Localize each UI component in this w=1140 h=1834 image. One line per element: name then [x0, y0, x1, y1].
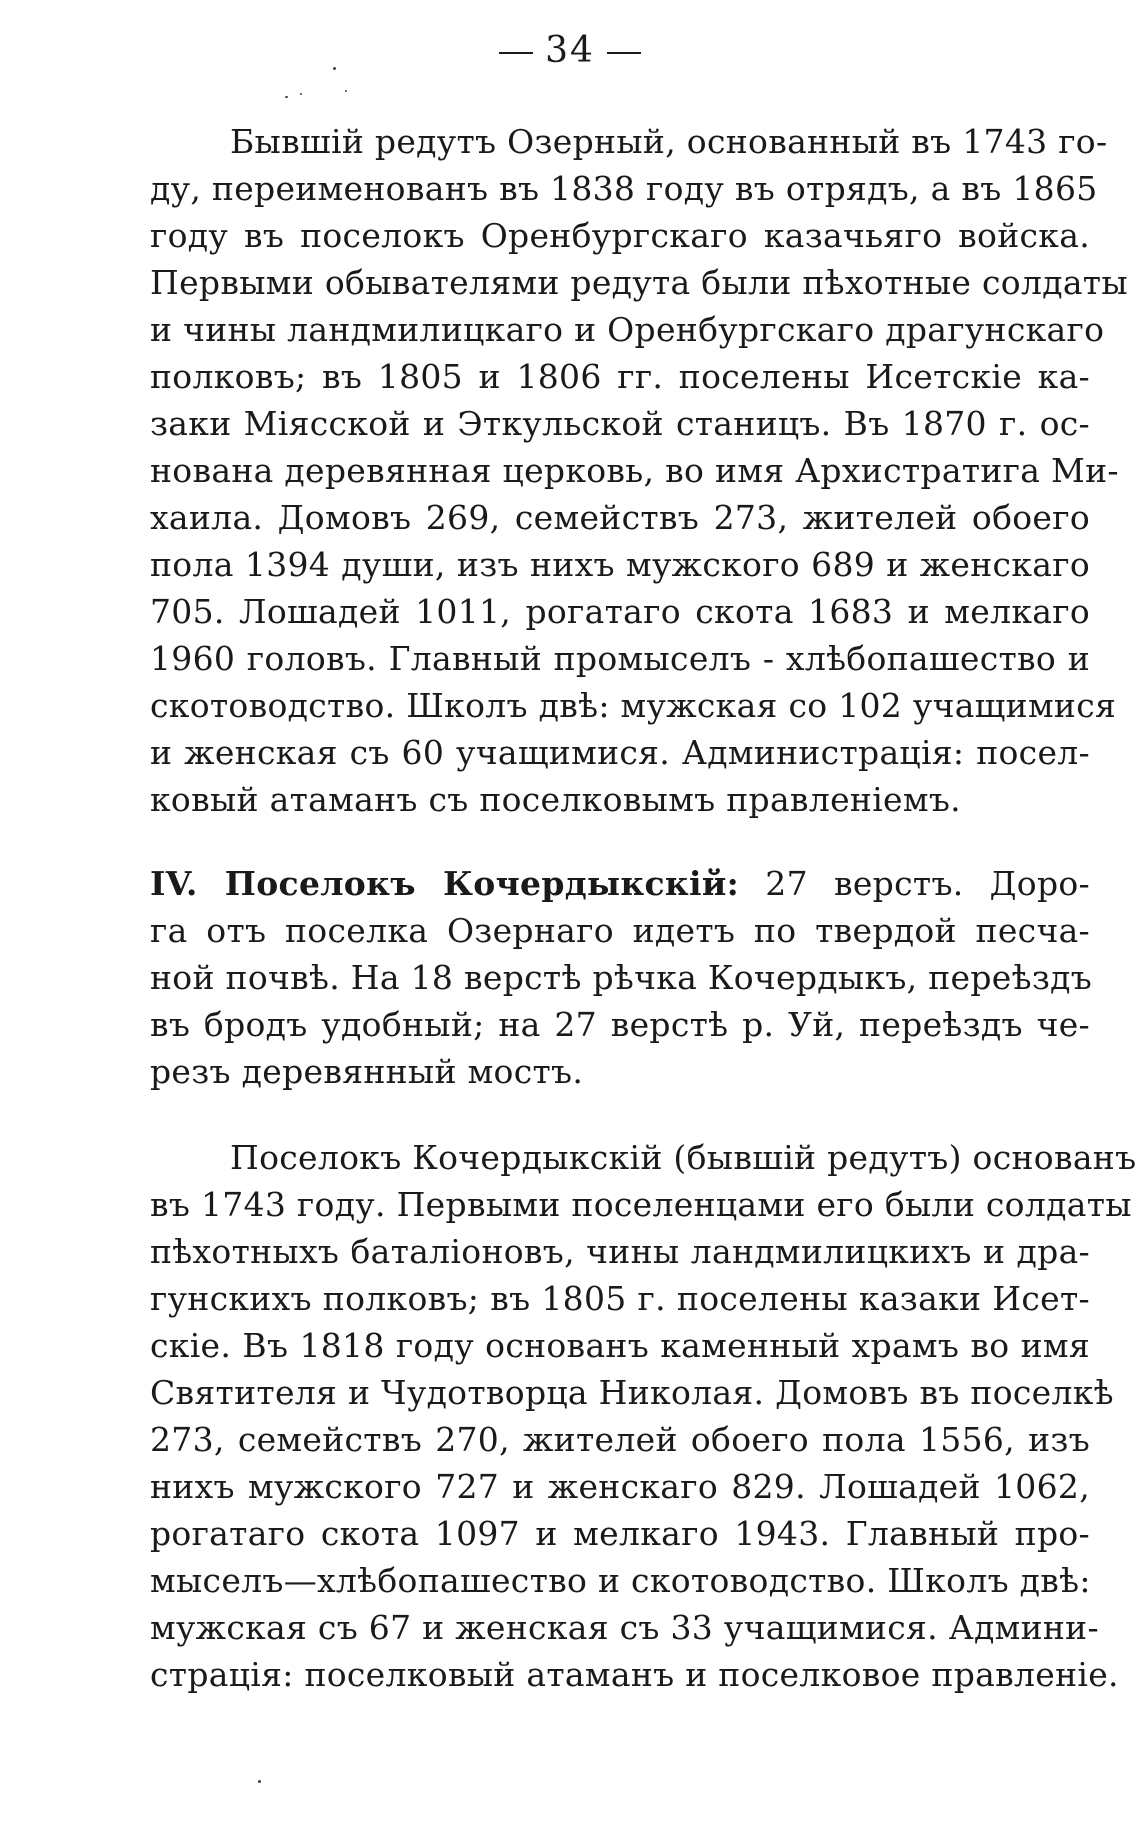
ink-speck	[333, 67, 336, 70]
ink-speck	[300, 93, 302, 95]
text-line: заки Міясской и Эткульской станицъ. Въ 1870 г. ос-	[150, 404, 1090, 443]
paragraph-kocherdyk	[150, 1134, 1137, 1698]
text-line: пола 1394 души, изъ нихъ мужского 689 и женскаго	[150, 545, 1090, 584]
text-line: 273, семействъ 270, жителей обоего пола 1556, изъ	[150, 1420, 1090, 1459]
text-line: нихъ мужского 727 и женскаго 829. Лошадей 1062,	[150, 1467, 1090, 1506]
text-line: году въ поселокъ Оренбургскаго казачьяго войска.	[150, 216, 1090, 255]
text-line: мужская съ 67 и женская съ 33 учащимися. Админи-	[150, 1608, 1099, 1647]
text-line: Первыми обывателями редута были пѣхотные солдаты	[150, 263, 1128, 302]
ink-speck	[345, 90, 347, 92]
text-line: гунскихъ полковъ; въ 1805 г. поселены казаки Исет-	[150, 1279, 1090, 1318]
text-line: рогатаго скота 1097 и мелкаго 1943. Главный про-	[150, 1514, 1090, 1553]
text-line: скотоводство. Школъ двѣ: мужская со 102 учащимися	[150, 686, 1117, 725]
text-line: Святителя и Чудотворца Николая. Домовъ въ поселкѣ	[150, 1373, 1114, 1412]
section-iv-paragraph	[150, 860, 1093, 1095]
text-line: страція: поселковый атаманъ и поселковое правленіе.	[150, 1655, 1119, 1694]
ink-speck	[285, 96, 288, 98]
section-iv-heading: IV. Поселокъ Кочердыкскій:	[150, 864, 740, 903]
text-line: 705. Лошадей 1011, рогатаго скота 1683 и мелкаго	[150, 592, 1090, 631]
page-number	[0, 30, 1140, 71]
text-line: въ бродъ удобный; на 27 верстѣ р. Уй, переѣздъ че-	[150, 1005, 1090, 1044]
text-line: полковъ; въ 1805 и 1806 гг. поселены Исетскіе ка-	[150, 357, 1090, 396]
text-line: ной почвѣ. На 18 верстѣ рѣчка Кочердыкъ, переѣздъ	[150, 958, 1093, 997]
text-line: га отъ поселка Озернаго идетъ по твердой песча-	[150, 911, 1090, 950]
ink-speck	[258, 1780, 261, 1783]
text-line: пѣхотныхъ баталіоновъ, чины ландмилицкихъ и дра-	[150, 1232, 1090, 1271]
text-line: нована деревянная церковь, во имя Архистратига Ми-	[150, 451, 1119, 490]
page-number-dash-right	[607, 52, 641, 54]
text-line: и чины ландмилицкаго и Оренбургскаго драгунскаго	[150, 310, 1105, 349]
text-line: Поселокъ Кочердыкскій (бывшій редутъ) основанъ	[230, 1138, 1137, 1177]
text-line: хаила. Домовъ 269, семействъ 273, жителей обоего	[150, 498, 1090, 537]
page-number-text: 34	[545, 30, 595, 71]
text-line: ковый атаманъ съ поселковымъ правленіемъ.	[150, 780, 961, 819]
section-iv-first-line	[150, 860, 1090, 907]
text-line: и женская съ 60 учащимися. Администрація: посел-	[150, 733, 1090, 772]
page-number-dash-left	[499, 52, 533, 54]
paragraph-ozerny	[150, 118, 1128, 823]
text-line: въ 1743 году. Первыми поселенцами его были солдаты	[150, 1185, 1132, 1224]
text-line: 1960 головъ. Главный промыселъ - хлѣбопашество и	[150, 639, 1090, 678]
text-line: скіе. Въ 1818 году основанъ каменный храмъ во имя	[150, 1326, 1090, 1365]
text-line: мыселъ—хлѣбопашество и скотоводство. Школъ двѣ:	[150, 1561, 1091, 1600]
text-line: резъ деревянный мостъ.	[150, 1052, 584, 1091]
text-line: Бывшій редутъ Озерный, основанный въ 1743 го-	[230, 122, 1108, 161]
section-iv-first-line-rest: 27 верстъ. Доро-	[739, 864, 1090, 903]
text-line: ду, переименованъ въ 1838 году въ отрядъ, а въ 1865	[150, 169, 1098, 208]
